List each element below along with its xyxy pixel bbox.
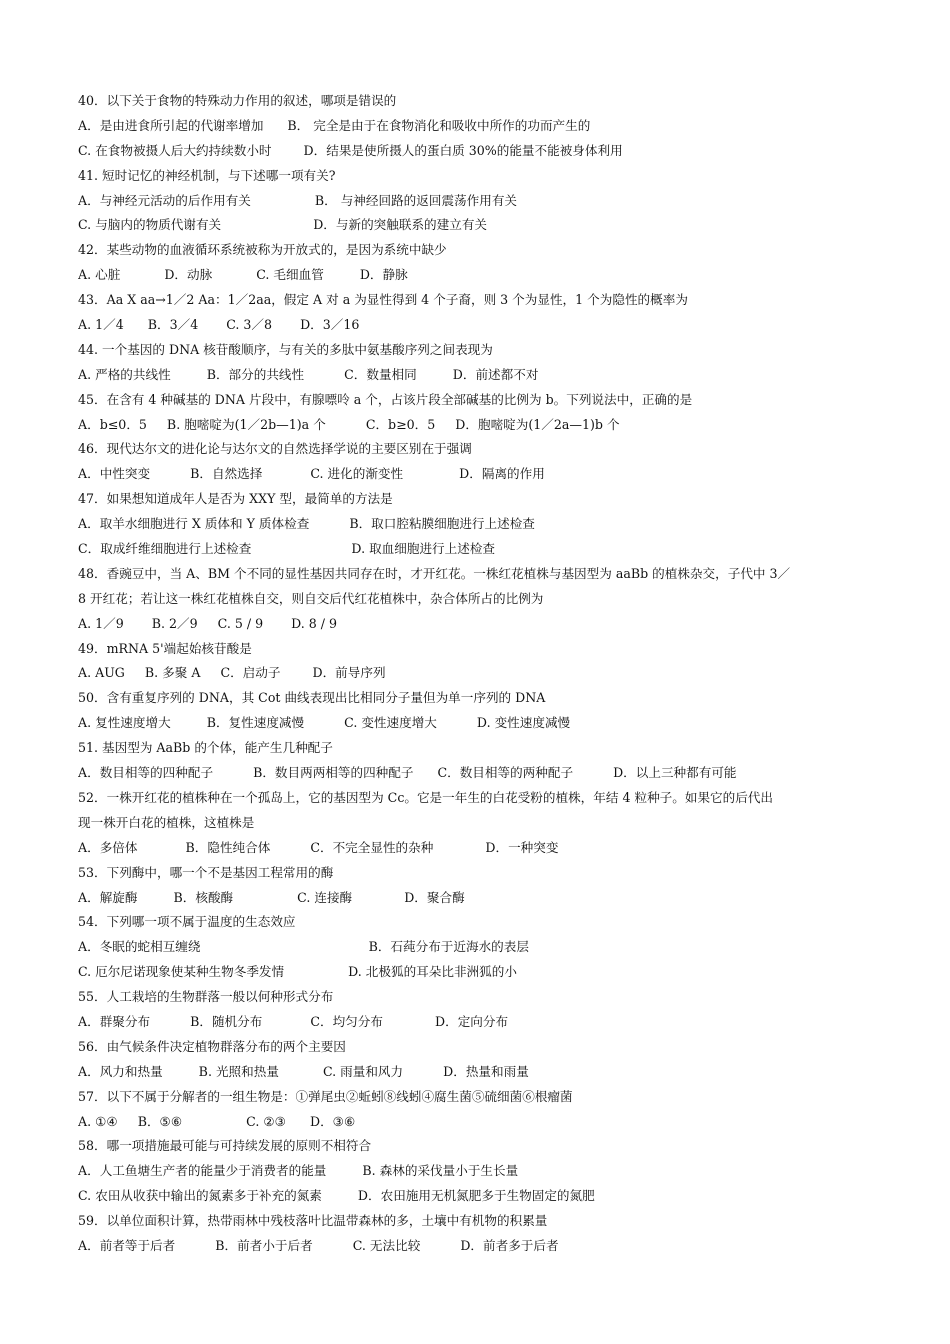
text-line: A．冬眠的蛇相互缠绕 B．石莼分布于近海水的表层 (78, 939, 529, 955)
text-line: A. ①④ B．⑤⑥ C. ②③ D．③⑥ (78, 1113, 356, 1129)
text-line: 51. 基因型为 AaBb 的个体，能产生几种配子 (78, 740, 333, 756)
text-line: A. 1／9 B. 2／9 C. 5 / 9 D. 8 / 9 (78, 615, 338, 631)
text-line: A. 严格的共线性 B．部分的共线性 C．数量相同 D．前述都不对 (78, 366, 539, 382)
exam-document (78, 89, 878, 1259)
text-line: 49．mRNA 5'端起始核苷酸是 (78, 640, 252, 656)
text-line: 44. 一个基因的 DNA 核苷酸顺序，与有关的多肽中氨基酸序列之间表现为 (78, 341, 493, 357)
text-line: 8 开红花；若让这一株红花植株自交，则自交后代红花植株中，杂合体所占的比例为 (78, 590, 544, 606)
text-line: A．前者等于后者 B．前者小于后者 C. 无法比较 D．前者多于后者 (78, 1237, 559, 1253)
text-line: 48．香豌豆中，当 A、BM 个不同的显性基因共同存在时，才开红花。一株红花植株与基因型为 aaBb 的植株杂交，子代中 3／ (78, 565, 791, 581)
text-line: 41. 短时记忆的神经机制，与下述哪一项有关? (78, 167, 336, 183)
text-line: 59．以单位面积计算，热带雨林中残枝落叶比温带森林的多，土壤中有机物的积累量 (78, 1213, 548, 1229)
text-line: 54．下列哪一项不属于温度的生态效应 (78, 914, 296, 930)
text-line: 45．在含有 4 种碱基的 DNA 片段中，有腺嘌呤 a 个，占该片段全部碱基的比例为 b。下列说法中，正确的是 (78, 391, 693, 407)
text-line: C. 农田从收获中输出的氮素多于补充的氮素 D．农田施用无机氮肥多于生物固定的氮肥 (78, 1188, 595, 1204)
text-line: 50．含有重复序列的 DNA，其 Cot 曲线表现出比相同分子量但为单一序列的 DNA (78, 690, 546, 706)
text-line: A．多倍体 B．隐性纯合体 C．不完全显性的杂种 D．一种突变 (78, 839, 559, 855)
text-line: 47．如果想知道成年人是否为 XXY 型，最简单的方法是 (78, 491, 393, 507)
text-line: C. 厄尔尼诺现象使某种生物冬季发情 D. 北极狐的耳朵比非洲狐的小 (78, 964, 517, 980)
text-line: A．b≤0．5 B. 胞嘧啶为(1／2b—1)a 个 C．b≥0．5 D．胞嘧啶为(1／2a—1)b 个 (78, 416, 620, 432)
text-line: 58．哪一项措施最可能与可持续发展的原则不相符合 (78, 1138, 372, 1154)
text-line: A．与神经元活动的后作用有关 B． 与神经回路的返回震荡作用有关 (78, 192, 518, 208)
text-line: A．风力和热量 B. 光照和热量 C. 雨量和风力 D．热量和雨量 (78, 1063, 529, 1079)
text-line: 42．某些动物的血液循环系统被称为开放式的，是因为系统中缺少 (78, 242, 447, 258)
text-line: 43．Aa X aa→1／2 Aa：1／2aa，假定 A 对 a 为显性得到 4 个子裔，则 3 个为显性，1 个为隐性的概率为 (78, 292, 688, 308)
text-line: A．人工鱼塘生产者的能量少于消费者的能量 B. 森林的采伐量小于生长量 (78, 1163, 519, 1179)
text-line: 56．由气候条件决定植物群落分布的两个主要因 (78, 1038, 346, 1054)
text-line: A. 复性速度增大 B．复性速度减慢 C. 变性速度增大 D. 变性速度减慢 (78, 715, 571, 731)
text-line: 53．下列酶中，哪一个不是基因工程常用的酶 (78, 864, 334, 880)
text-line: C. 与脑内的物质代谢有关 D．与新的突触联系的建立有关 (78, 217, 488, 233)
text-line: A．群聚分布 B．随机分布 C．均匀分布 D．定向分布 (78, 1013, 509, 1029)
text-line: A. 1／4 B．3／4 C. 3／8 D．3／16 (78, 317, 360, 333)
text-line: 55．人工栽培的生物群落一般以何种形式分布 (78, 989, 334, 1005)
text-line: 57．以下不属于分解者的一组生物是：①弹尾虫②蚯蚓⑧线蚓④腐生菌⑤硫细菌⑥根瘤菌 (78, 1088, 573, 1104)
text-line: A．中性突变 B．自然选择 C. 进化的渐变性 D．隔离的作用 (78, 466, 545, 482)
text-line: C．取成纤维细胞进行上述检查 D. 取血细胞进行上述检查 (78, 541, 496, 557)
text-line: 40．以下关于食物的特殊动力作用的叙述，哪项是错误的 (78, 93, 397, 108)
text-line: A. AUG B. 多聚 A C．启动子 D．前导序列 (78, 665, 386, 681)
text-line: A．数目相等的四种配子 B．数目两两相等的四种配子 C．数目相等的两种配子 D．以上三种都有可能 (78, 765, 737, 781)
text-line: A．解旋酶 B．核酸酶 C. 连接酶 D．聚合酶 (78, 889, 465, 905)
text-line: C. 在食物被摄人后大约持续数小时 D．结果是使所摄人的蛋白质 30%的能量不能被身体利用 (78, 142, 623, 158)
text-line: 现一株开白花的植株，这植株是 (78, 814, 255, 830)
text-line: A．是由进食所引起的代谢率增加 B． 完全是由于在食物消化和吸收中所作的功而产生的 (78, 117, 591, 133)
text-line: A. 心脏 D．动脉 C. 毛细血管 D．静脉 (78, 267, 408, 283)
text-line: 46．现代达尔文的进化论与达尔文的自然选择学说的主要区别在于强调 (78, 441, 472, 457)
text-line: A．取羊水细胞进行 X 质体和 Y 质体检查 B．取口腔粘膜细胞进行上述检查 (78, 516, 535, 532)
text-line: 52．一株开红花的植株种在一个孤岛上，它的基因型为 Cc。它是一年生的白花受粉的植株，年结 4 粒种子。如果它的后代出 (78, 789, 774, 805)
